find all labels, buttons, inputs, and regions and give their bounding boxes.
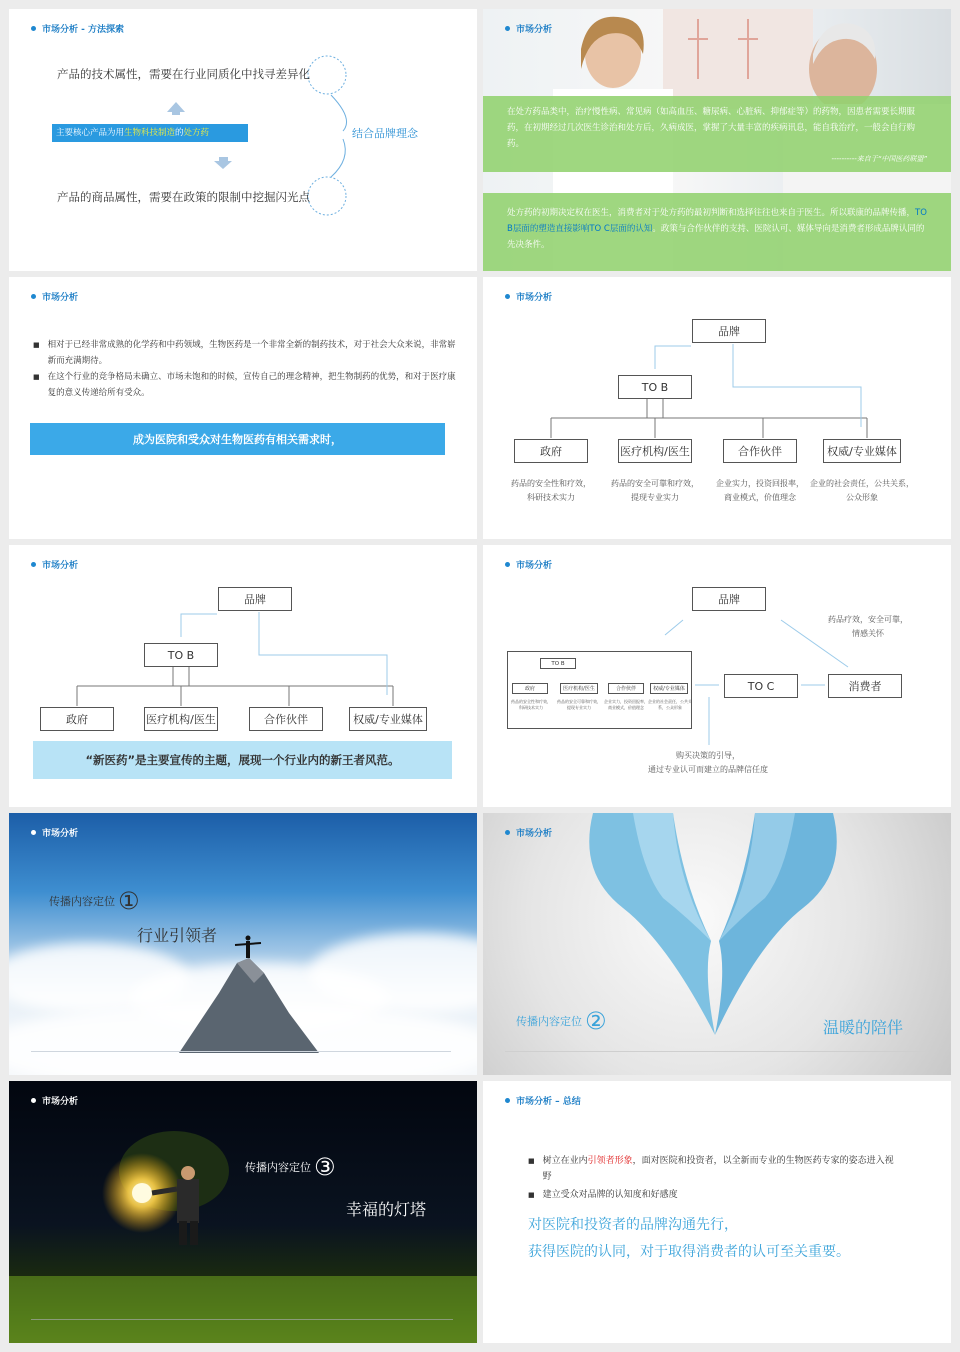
square-bullet-icon: ■ [33,373,40,381]
bullet-dot-icon [505,830,510,835]
positioning-title: 温暖的陪伴 [823,1018,904,1037]
node-media: 权威/专业媒体 [823,439,901,463]
source-citation: ----------来自于“中国医药联盟” [831,155,927,163]
consumer-node: 消费者 [828,674,902,698]
bullet-dot-icon [505,294,510,299]
consumer-needs-note: 药品疗效，安全可靠， 情感关怀 [828,615,908,638]
positioning-label: 传播内容定位 ③ [245,1153,336,1181]
mini-desc-partner: 企业实力，投资回报率，商业模式，价值理念 [604,699,648,710]
slide-header: 市场分析 [505,558,552,571]
brand-node: 品牌 [692,587,766,611]
bullet-dot-icon [31,562,36,567]
summary-bullets [528,1153,898,1203]
node-government: 政府 [40,707,114,731]
node-medical: 医疗机构/医生 [618,439,692,463]
brand-node: 品牌 [218,587,292,611]
theme-banner: “新医药”是主要宣传的主题，展现一个行业内的新王者风范。 [33,741,452,779]
mini-node-medical: 医疗机构/医生 [560,683,598,694]
divider [31,1051,451,1052]
slide-positioning-warmth [483,813,951,1075]
list-item: ■ 树立在业内引领者形象，面对医院和投资者，以全新而专业的生物医药专家的姿态进入视野 [528,1153,898,1185]
square-bullet-icon: ■ [528,1157,535,1165]
mini-tob-diagram [507,651,692,729]
mini-desc-government: 药品的安全性和疗效，科研技术实力 [511,699,551,710]
product-attribute-text: 产品的商品属性，需要在政策的限制中挖掘闪光点 [57,190,310,204]
positioning-title: 幸福的灯塔 [346,1200,427,1219]
bullet-dot-icon [505,562,510,567]
list-item: ■ 相对于已经非常成熟的化学药和中药领域，生物医药是一个非常全新的制药技术，对于社会大众来说，非常崭新而充满期待。 [33,337,458,369]
bullet-dot-icon [31,294,36,299]
brand-node: 品牌 [692,319,766,343]
list-item: ■ 在这个行业的竞争格局未确立、市场未饱和的时候，宣传自己的理念精神，把生物制药的优势，和对于医疗康复的意义传递给所有受众。 [33,369,458,401]
core-product-bar: 主要核心产品为用生物科技制造的处方药 [52,124,248,142]
node-medical: 医疗机构/医生 [144,707,218,731]
tech-attribute-text: 产品的技术属性，需要在行业同质化中找寻差异化 [57,67,310,81]
mini-desc-medical: 药品的安全可靠和疗效，提现专业实力 [557,699,601,710]
slide-header: 市场分析 - 方法探索 [31,22,124,35]
square-bullet-icon: ■ [528,1191,535,1199]
brand-concept-text: 结合品牌理念 [352,127,418,140]
node-partner: 合作伙伴 [723,439,797,463]
slide-market-bio [9,277,477,539]
desc-medical: 药品的安全可靠和疗效， 提现专业实力 [611,479,699,502]
slide-header: 市场分析 [505,22,552,35]
mountain-peak-illustration [9,813,477,1075]
mini-node-government: 政府 [512,683,548,694]
toc-node: TO C [724,674,798,698]
slide-header: 市场分析 [505,290,552,303]
positioning-title: 行业引领者 [137,926,218,945]
bullet-dot-icon [505,1098,510,1103]
node-media: 权威/专业媒体 [349,707,427,731]
down-arrow-icon [214,157,232,169]
square-bullet-icon: ■ [33,341,40,349]
slide-positioning-leader [9,813,477,1075]
mini-desc-media: 企业的社会责任，公共关系，公众形象 [648,699,692,710]
summary-conclusion: 对医院和投资者的品牌沟通先行， 获得医院的认同，对于取得消费者的认可至关重要。 [528,1217,850,1260]
slide-header: 市场分析 [31,558,78,571]
bullet-dot-icon [505,26,510,31]
list-item: ■ 建立受众对品牌的认知度和好感度 [528,1187,898,1203]
up-arrow-icon [167,102,185,115]
positioning-label: 传播内容定位 ① [49,887,140,915]
purchase-guidance-note: 购买决策的引导， 通过专业认可而建立的品牌信任度 [648,751,768,774]
node-government: 政府 [514,439,588,463]
positioning-label: 传播内容定位 ② [516,1007,607,1035]
slide-header: 市场分析 [31,826,78,839]
slide-toc-flow [483,545,951,807]
highlight-banner: 成为医院和受众对生物医药有相关需求时， [30,423,445,455]
divider [505,1051,927,1052]
slide-summary [483,1081,951,1343]
decision-info-text: 处方药的初期决定权在医生，消费者对于处方药的最初判断和选择往往也来自于医生。所以联康的品牌传播，TO B层面的塑造直接影响TO C层面的认知。政策与合作伙伴的支持、医院认可、媒体导向是消费者形成品牌认同的先决条件。 [507,208,927,250]
slide-tob-tree [483,277,951,539]
sky-photo [9,813,477,1075]
bullet-dot-icon [31,1098,36,1103]
slide-new-medicine [9,545,477,807]
bullet-dot-icon [31,830,36,835]
slide-prescription [483,9,951,271]
slide-header: 市场分析 [505,826,552,839]
desc-partner: 企业实力，投资回报率， 商业模式，价值理念 [716,479,804,502]
divider [31,1319,453,1320]
mini-node-media: 权威/专业媒体 [650,683,688,694]
slide-header: 市场分析 [31,1094,78,1107]
desc-government: 药品的安全性和疗效， 科研技术实力 [511,479,591,502]
slide-header: 市场分析 – 总结 [505,1094,581,1107]
bullet-list [33,337,458,401]
mini-tob-node: TO B [540,658,576,669]
tob-node: TO B [618,375,692,399]
mini-node-partner: 合作伙伴 [608,683,644,694]
node-partner: 合作伙伴 [249,707,323,731]
prescription-info-text: 在处方药品类中，治疗慢性病、常见病（如高血压、糖尿病、心脏病、抑郁症等）的药物，因患者需要长期服药，在初期经过几次医生诊治和处方后，久病成医，掌握了大量丰富的疾病讯息，能自我治疗，一般会自行购药。 [507,107,916,149]
tob-node: TO B [144,643,218,667]
slide-method [9,9,477,271]
desc-media: 企业的社会责任，公共关系， 公众形象 [810,479,914,502]
slide-header: 市场分析 [31,290,78,303]
slide-positioning-lighthouse [9,1081,477,1343]
bullet-dot-icon [31,26,36,31]
